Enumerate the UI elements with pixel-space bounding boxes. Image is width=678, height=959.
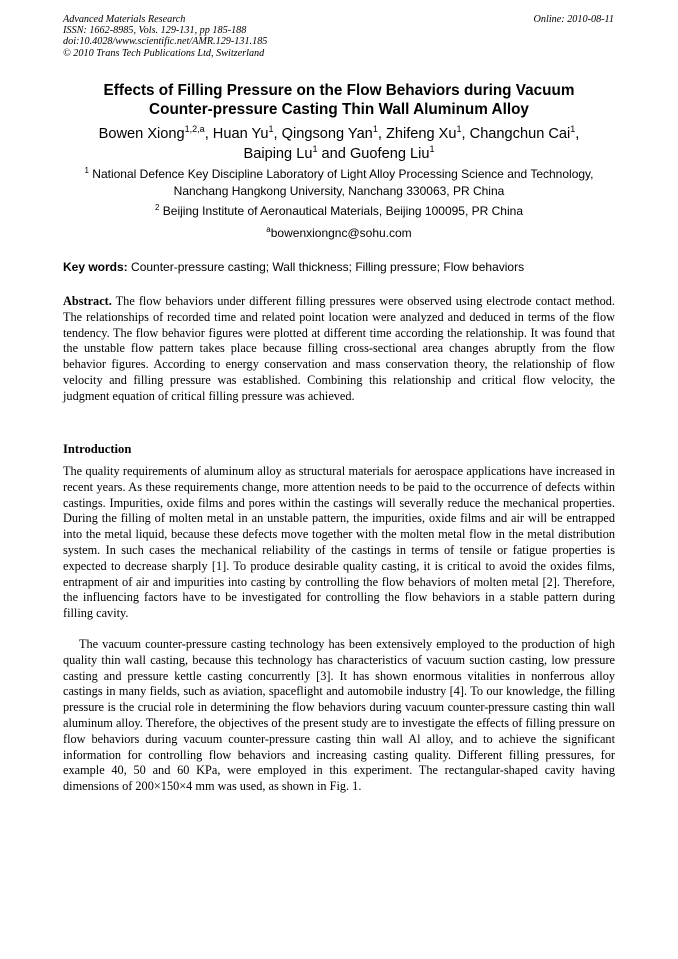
journal-header (63, 14, 267, 59)
online-date: Online: 2010-08-11 (533, 14, 614, 25)
author-name: Huan Yu (212, 126, 269, 142)
author-sup: 1 (429, 144, 435, 154)
affiliation-sup: 2 (154, 203, 160, 212)
doi-line: doi:10.4028/www.scientific.net/AMR.129-131.185 (63, 36, 268, 48)
section-heading-introduction: Introduction (63, 442, 132, 456)
author-name: Guofeng Liu (349, 146, 430, 162)
author-sup: 1 (570, 124, 576, 134)
affiliation-line: Nanchang Hangkong University, Nanchang 330063, PR China (173, 184, 505, 198)
paper-title (40, 81, 638, 119)
author-name: Qingsong Yan (281, 126, 373, 142)
affiliation-sup: 1 (84, 166, 89, 175)
abstract (63, 294, 615, 404)
keywords (63, 260, 615, 275)
author-sup: 1 (268, 124, 274, 134)
email-sup: a (266, 225, 271, 234)
author-name: Baiping Lu (243, 146, 313, 162)
author-sup: 1 (312, 144, 318, 154)
journal-name: Advanced Materials Research (63, 14, 186, 25)
author-email (40, 225, 638, 242)
author-sep: , (273, 126, 282, 142)
keywords-text: Counter-pressure casting; Wall thickness; Filling pressure; Flow behaviors (131, 260, 525, 274)
author-sup: 1 (456, 124, 462, 134)
abstract-label: Abstract. (63, 294, 112, 308)
author-sep: , (461, 126, 470, 142)
keywords-label: Key words: (63, 260, 128, 274)
author-sep: , (575, 126, 580, 142)
copyright-line: © 2010 Trans Tech Publications Ltd, Switzerland (63, 47, 265, 59)
email-address: bowenxiongnc@sohu.com (270, 226, 412, 240)
author-name: Bowen Xiong (98, 126, 185, 142)
author-sup: 1,2,a (184, 124, 205, 134)
intro-paragraph-1: The quality requirements of aluminum alloy as structural materials for aerospace applications have increased in recent years. As these requirements change, more attention needs to be paid to the occurrence of defects within castings. Impurities, oxide films and pores within the castings will severally reduce the mechanical properties. During the filling of molten metal in an unstable pattern, the impurities, oxide films and air will be entrapped into the metal liquid, because these defects move together with the molten metal flow in the metal distribution system. In such cases the mechanical reliability of the castings in terms of tensile or fatigue properties is expected to decrease sharply [1]. To produce desirable quality casting, it is critical to avoid the oxides films, entrapment of air and impurities into casting by controlling the flow behaviors of molten metal [2]. Therefore, the influencing factors have to be investigated for controlling the flow behaviors in a stable pattern during filling cavity. (63, 464, 615, 621)
title-line-1: Effects of Filling Pressure on the Flow Behaviors during Vacuum (103, 82, 575, 99)
author-sup: 1 (372, 124, 378, 134)
author-name: Changchun Cai (469, 126, 571, 142)
author-name: Zhifeng Xu (385, 126, 457, 142)
author-sep: and (317, 146, 350, 162)
abstract-text: The flow behaviors under different filling pressures were observed using electrode contact method. The relationships of recorded time and related point location were analyzed and deduced in terms of the flow tendency. The flow behavior figures were plotted at different time according the relationship. It was found that the unstable flow pattern takes place because filling cross-sectional area changes abruptly from the flow behavior figures. According to energy conservation and mass conservation theory, the relationship of flow velocity and filling pressure was established. Combining this relationship and critical flow velocity, the judgment equation of critical filling pressure was achieved. (63, 294, 615, 403)
affiliation-line: National Defence Key Discipline Laboratory of Light Alloy Processing Science and Technology, (92, 167, 594, 181)
author-sep: , (377, 126, 386, 142)
issn-line: ISSN: 1662-8985, Vols. 129-131, pp 185-188 (63, 25, 247, 37)
affiliation-1 (40, 166, 638, 200)
title-line-2: Counter-pressure Casting Thin Wall Aluminum Alloy (149, 101, 529, 118)
author-sep: , (204, 126, 213, 142)
affiliation-line: Beijing Institute of Aeronautical Materials, Beijing 100095, PR China (162, 204, 523, 218)
intro-paragraph-2: The vacuum counter-pressure casting technology has been extensively employed to the production of high quality thin wall casting, because this technology has characteristics of vacuum suction casting, low pressure casting and pressure kettle casting concurrently [3]. It has shown enormous vitalities in nonferrous alloy castings in many fields, such as aviation, spaceflight and automobile industry [4]. To our knowledge, the filling pressure is the crucial role in determining the flow behaviors during vacuum counter-pressure casting thin wall aluminum alloy. Therefore, the objectives of the present study are to investigate the effects of filling pressure on flow behaviors during vacuum counter-pressure casting thin wall Al alloy, and to achieve the significant information for controlling flow behaviors and increasing casting quality. Different filling pressures, for example 40, 50 and 60 KPa, were employed in this experiment. The rectangular-shaped cavity having dimensions of 200×150×4 mm was used, as shown in Fig. 1. (63, 637, 615, 794)
author-list (40, 124, 638, 164)
affiliation-2 (40, 203, 638, 220)
